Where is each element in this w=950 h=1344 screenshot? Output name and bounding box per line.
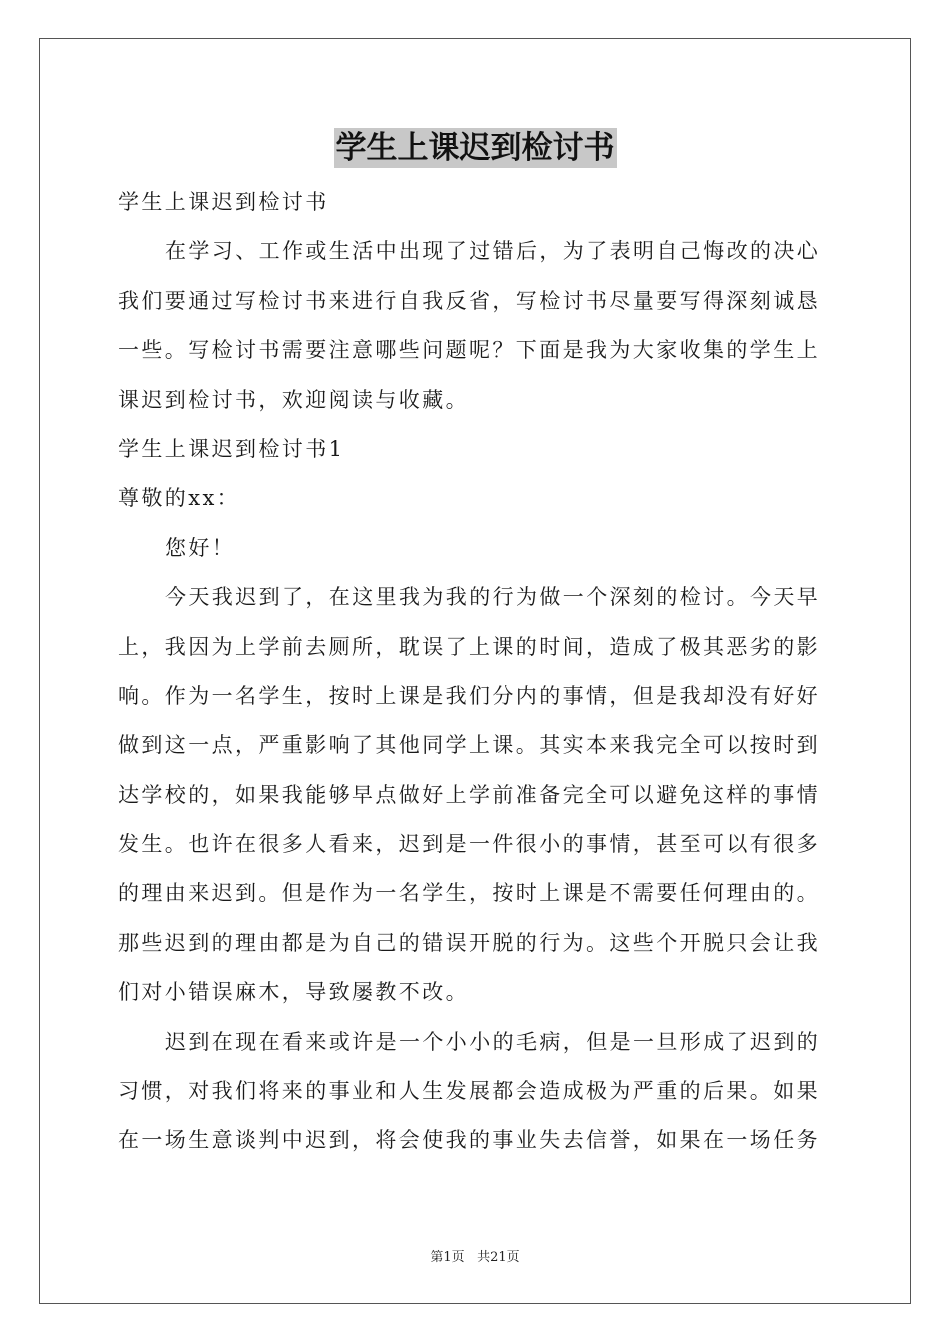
paragraph-line: 在学习、工作或生活中出现了过错后，为了表明自己悔改的决心 [165, 239, 821, 264]
title-container [0, 128, 950, 168]
paragraph-line: 做到这一点，严重影响了其他同学上课。其实本来我完全可以按时到 [118, 733, 820, 758]
paragraph-line: 的理由来迟到。但是作为一名学生，按时上课是不需要任何理由的。 [118, 881, 820, 906]
page-footer [0, 1246, 950, 1265]
paragraph-line: 在一场生意谈判中迟到，将会使我的事业失去信誉，如果在一场任务 [118, 1128, 820, 1153]
document-body [118, 178, 834, 1166]
paragraph-line: 一些。写检讨书需要注意哪些问题呢？下面是我为大家收集的学生上 [118, 338, 820, 363]
document-title: 学生上课迟到检讨书 [335, 130, 615, 166]
section-heading: 学生上课迟到检讨书1 [118, 436, 345, 461]
subtitle-line: 学生上课迟到检讨书 [118, 190, 329, 214]
paragraph-line: 习惯，对我们将来的事业和人生发展都会造成极为严重的后果。如果 [118, 1079, 820, 1104]
paragraph-line: 我们要通过写检讨书来进行自我反省，写检讨书尽量要写得深刻诚恳 [118, 288, 820, 313]
paragraph-line: 课迟到检讨书，欢迎阅读与收藏。 [118, 387, 469, 412]
paragraph-line: 那些迟到的理由都是为自己的错误开脱的行为。这些个开脱只会让我 [118, 930, 820, 955]
paragraph-line: 们对小错误麻木，导致屡教不改。 [118, 980, 469, 1005]
paragraph-line: 达学校的，如果我能够早点做好上学前准备完全可以避免这样的事情 [118, 782, 820, 807]
page-number: 第1页 [430, 1250, 465, 1265]
paragraph-line: 上，我因为上学前去厕所，耽误了上课的时间，造成了极其恶劣的影 [118, 634, 820, 659]
paragraph-line: 响。作为一名学生，按时上课是我们分内的事情，但是我却没有好好 [118, 683, 820, 708]
paragraph-line: 今天我迟到了，在这里我为我的行为做一个深刻的检讨。今天早 [165, 585, 821, 610]
salutation-line: 尊敬的xx： [118, 486, 241, 511]
page-total: 共21页 [477, 1250, 520, 1265]
greeting-line: 您好！ [165, 535, 236, 560]
paragraph-line: 发生。也许在很多人看来，迟到是一件很小的事情，甚至可以有很多 [118, 832, 820, 857]
paragraph-line: 迟到在现在看来或许是一个小小的毛病，但是一旦形成了迟到的 [165, 1029, 821, 1054]
